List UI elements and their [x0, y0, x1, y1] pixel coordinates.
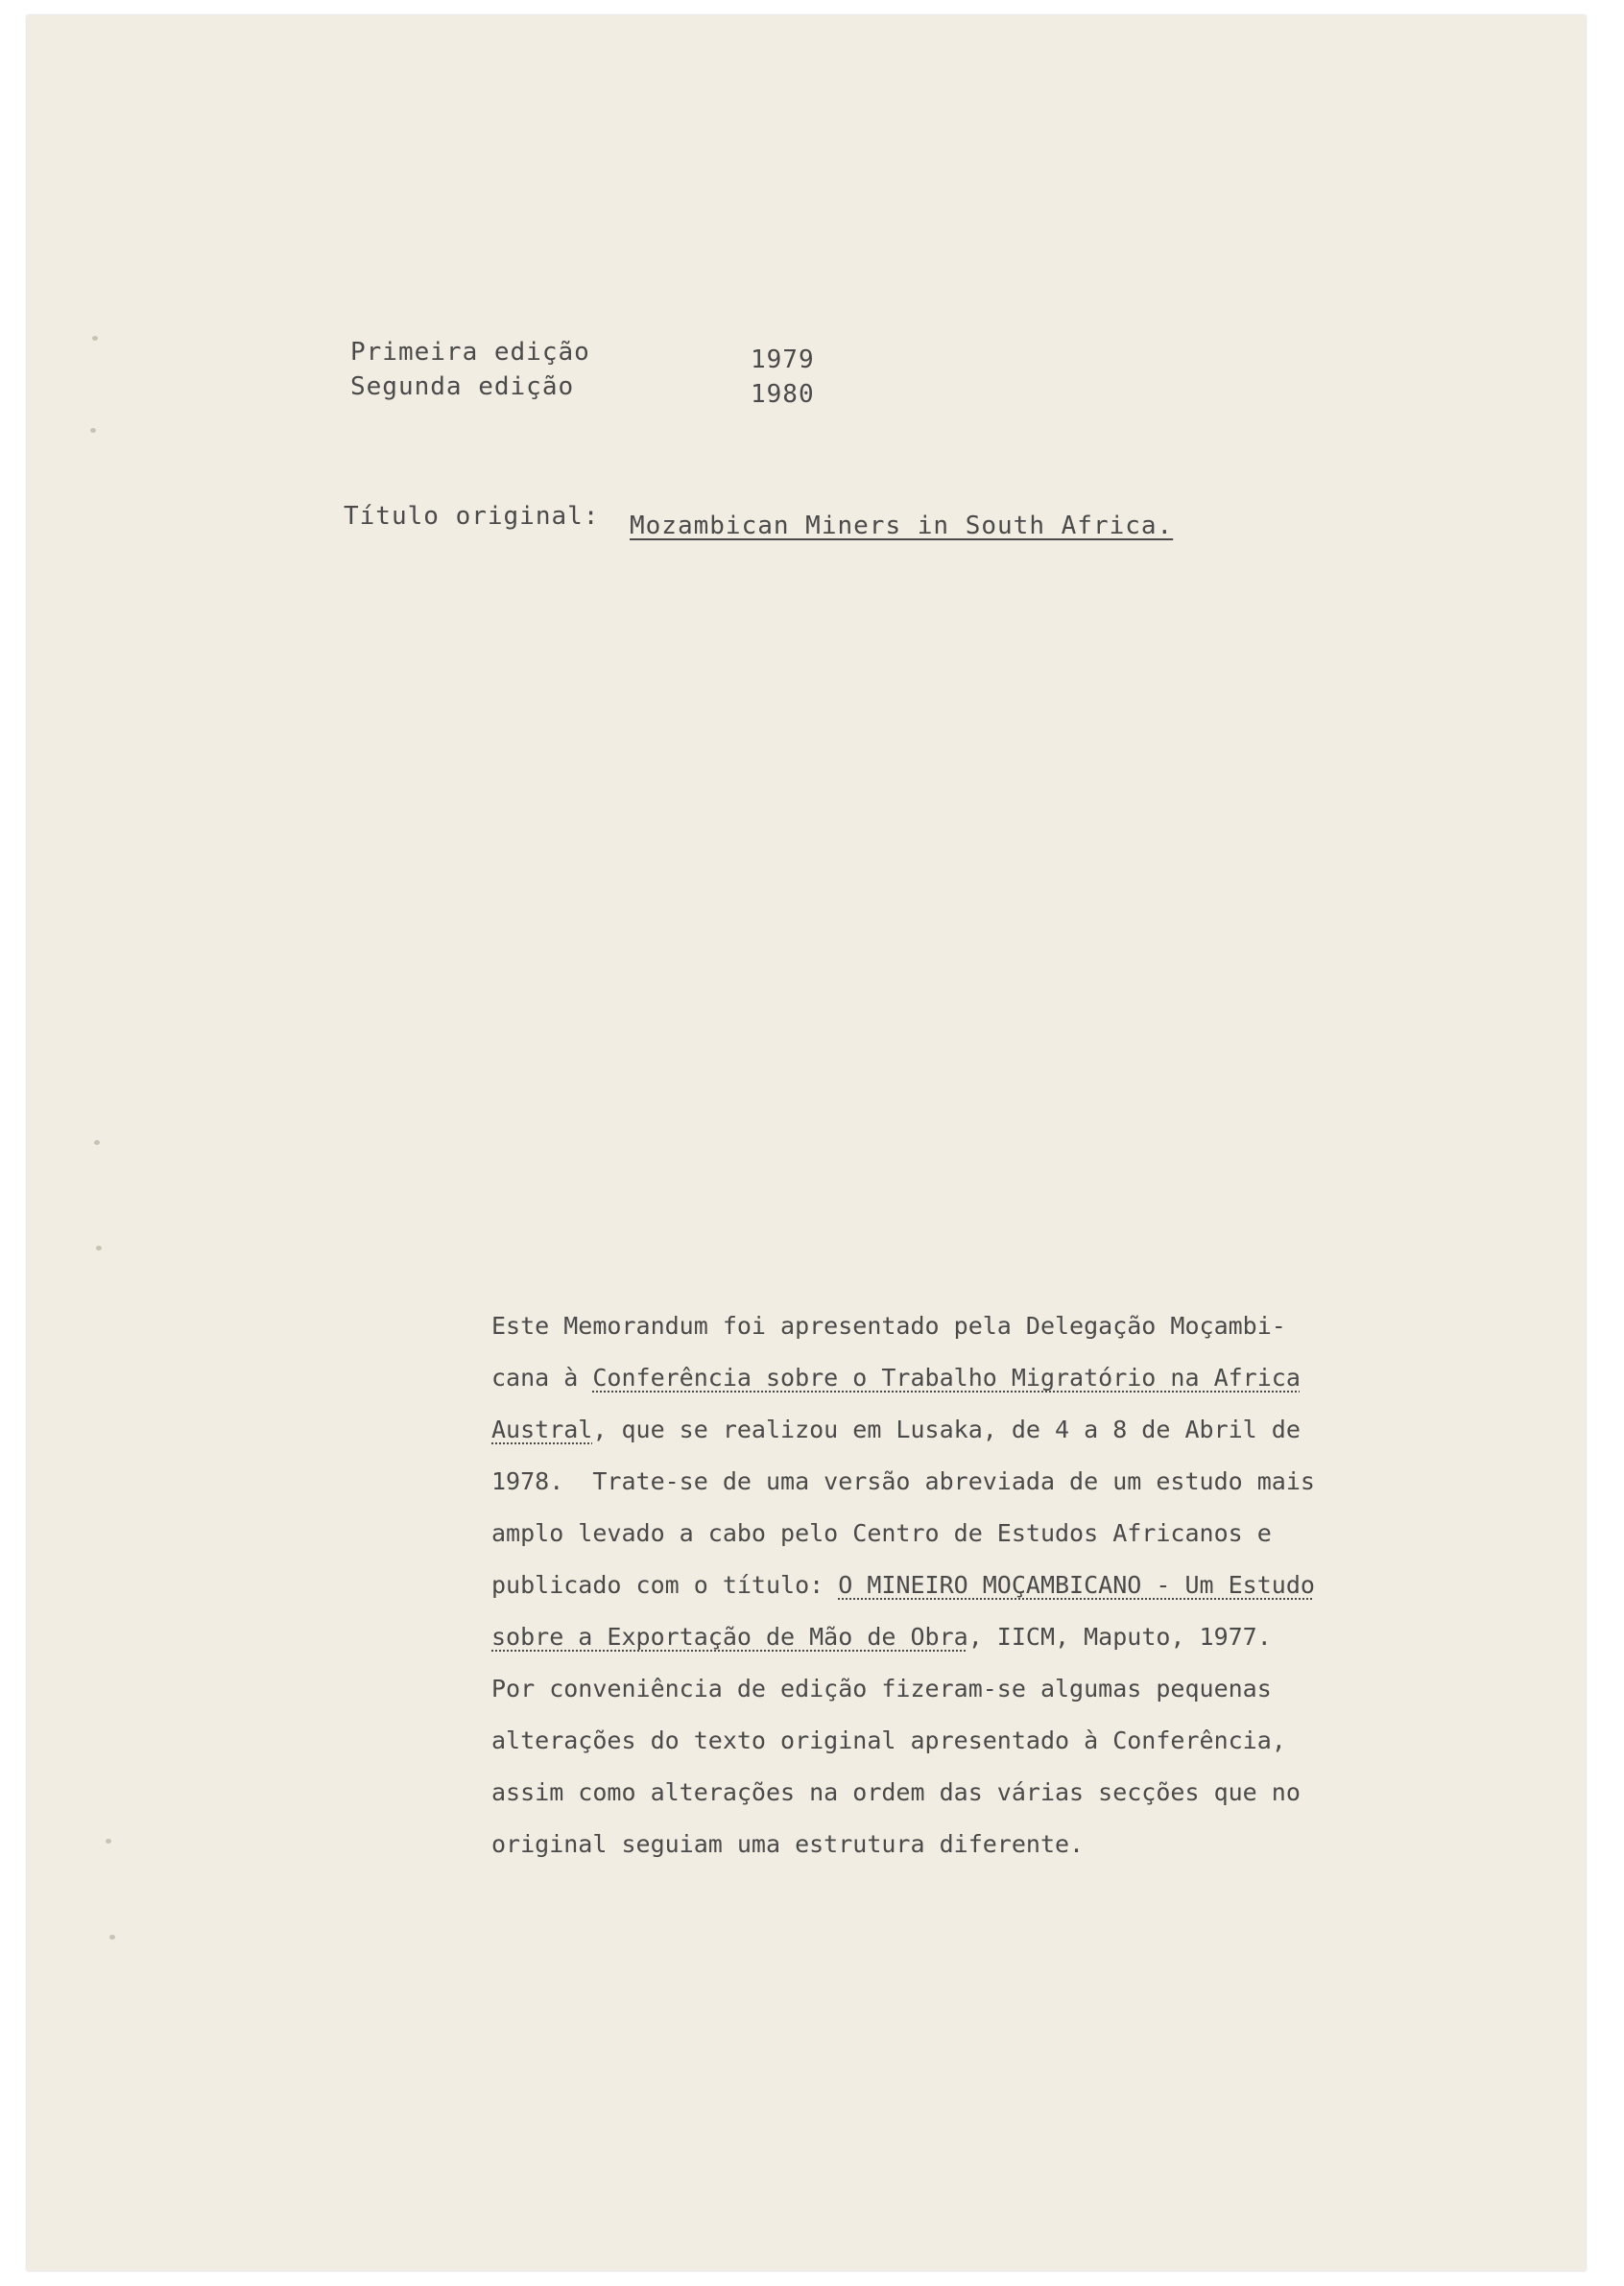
memorandum-paragraph [491, 1300, 1401, 1870]
binder-hole-mark [106, 1839, 111, 1844]
memo-text: publicado com o título: [491, 1571, 839, 1599]
memo-text: alterações do texto original apresentado à Conferência, [491, 1726, 1286, 1754]
binder-hole-mark [96, 1246, 102, 1250]
memo-line-9 [491, 1715, 1401, 1767]
memo-text: cana à [491, 1364, 593, 1392]
memo-line-6 [491, 1560, 1401, 1611]
binder-hole-mark [109, 1935, 115, 1940]
study-title-continued: sobre a Exportação de Mão de Obra [491, 1623, 968, 1651]
memo-text: original seguiam uma estrutura diferente. [491, 1830, 1085, 1858]
conference-title: Conferência sobre o Trabalho Migratório na Africa [592, 1364, 1301, 1392]
second-edition-label: Segunda edição [350, 372, 575, 401]
memo-text: assim como alterações na ordem das várias secções que no [491, 1778, 1301, 1806]
memo-line-5 [491, 1508, 1401, 1560]
memo-line-3 [491, 1404, 1401, 1456]
binder-hole-mark [94, 1140, 100, 1145]
memo-text: 1978. Trate-se de uma versão abreviada de um estudo mais [491, 1467, 1315, 1495]
original-title-label: Título original: [344, 502, 600, 531]
memo-text: , que se realizou em Lusaka, de 4 a 8 de Abril de [592, 1416, 1301, 1443]
memo-line-4 [491, 1456, 1401, 1508]
second-edition-year: 1980 [751, 380, 815, 409]
memo-line-10 [491, 1767, 1401, 1819]
memo-line-1 [491, 1300, 1401, 1352]
memo-line-11 [491, 1819, 1401, 1870]
memo-line-2 [491, 1352, 1401, 1404]
memo-text: amplo levado a cabo pelo Centro de Estudos Africanos e [491, 1519, 1272, 1547]
memo-text: , IICM, Maputo, 1977. [967, 1623, 1272, 1651]
binder-hole-mark [92, 336, 98, 341]
first-edition-year: 1979 [751, 345, 815, 374]
first-edition-label: Primeira edição [350, 338, 590, 367]
original-title-value: Mozambican Miners in South Africa. [630, 512, 1174, 540]
study-title: O MINEIRO MOÇAMBICANO - Um Estudo [838, 1571, 1315, 1599]
conference-title-continued: Austral [491, 1416, 593, 1443]
binder-hole-mark [90, 428, 96, 433]
memo-line-8 [491, 1663, 1401, 1715]
memo-text: Por conveniência de edição fizeram-se algumas pequenas [491, 1675, 1272, 1703]
memo-text: Este Memorandum foi apresentado pela Delegação Moçambi- [491, 1312, 1286, 1340]
memo-line-7 [491, 1611, 1401, 1663]
